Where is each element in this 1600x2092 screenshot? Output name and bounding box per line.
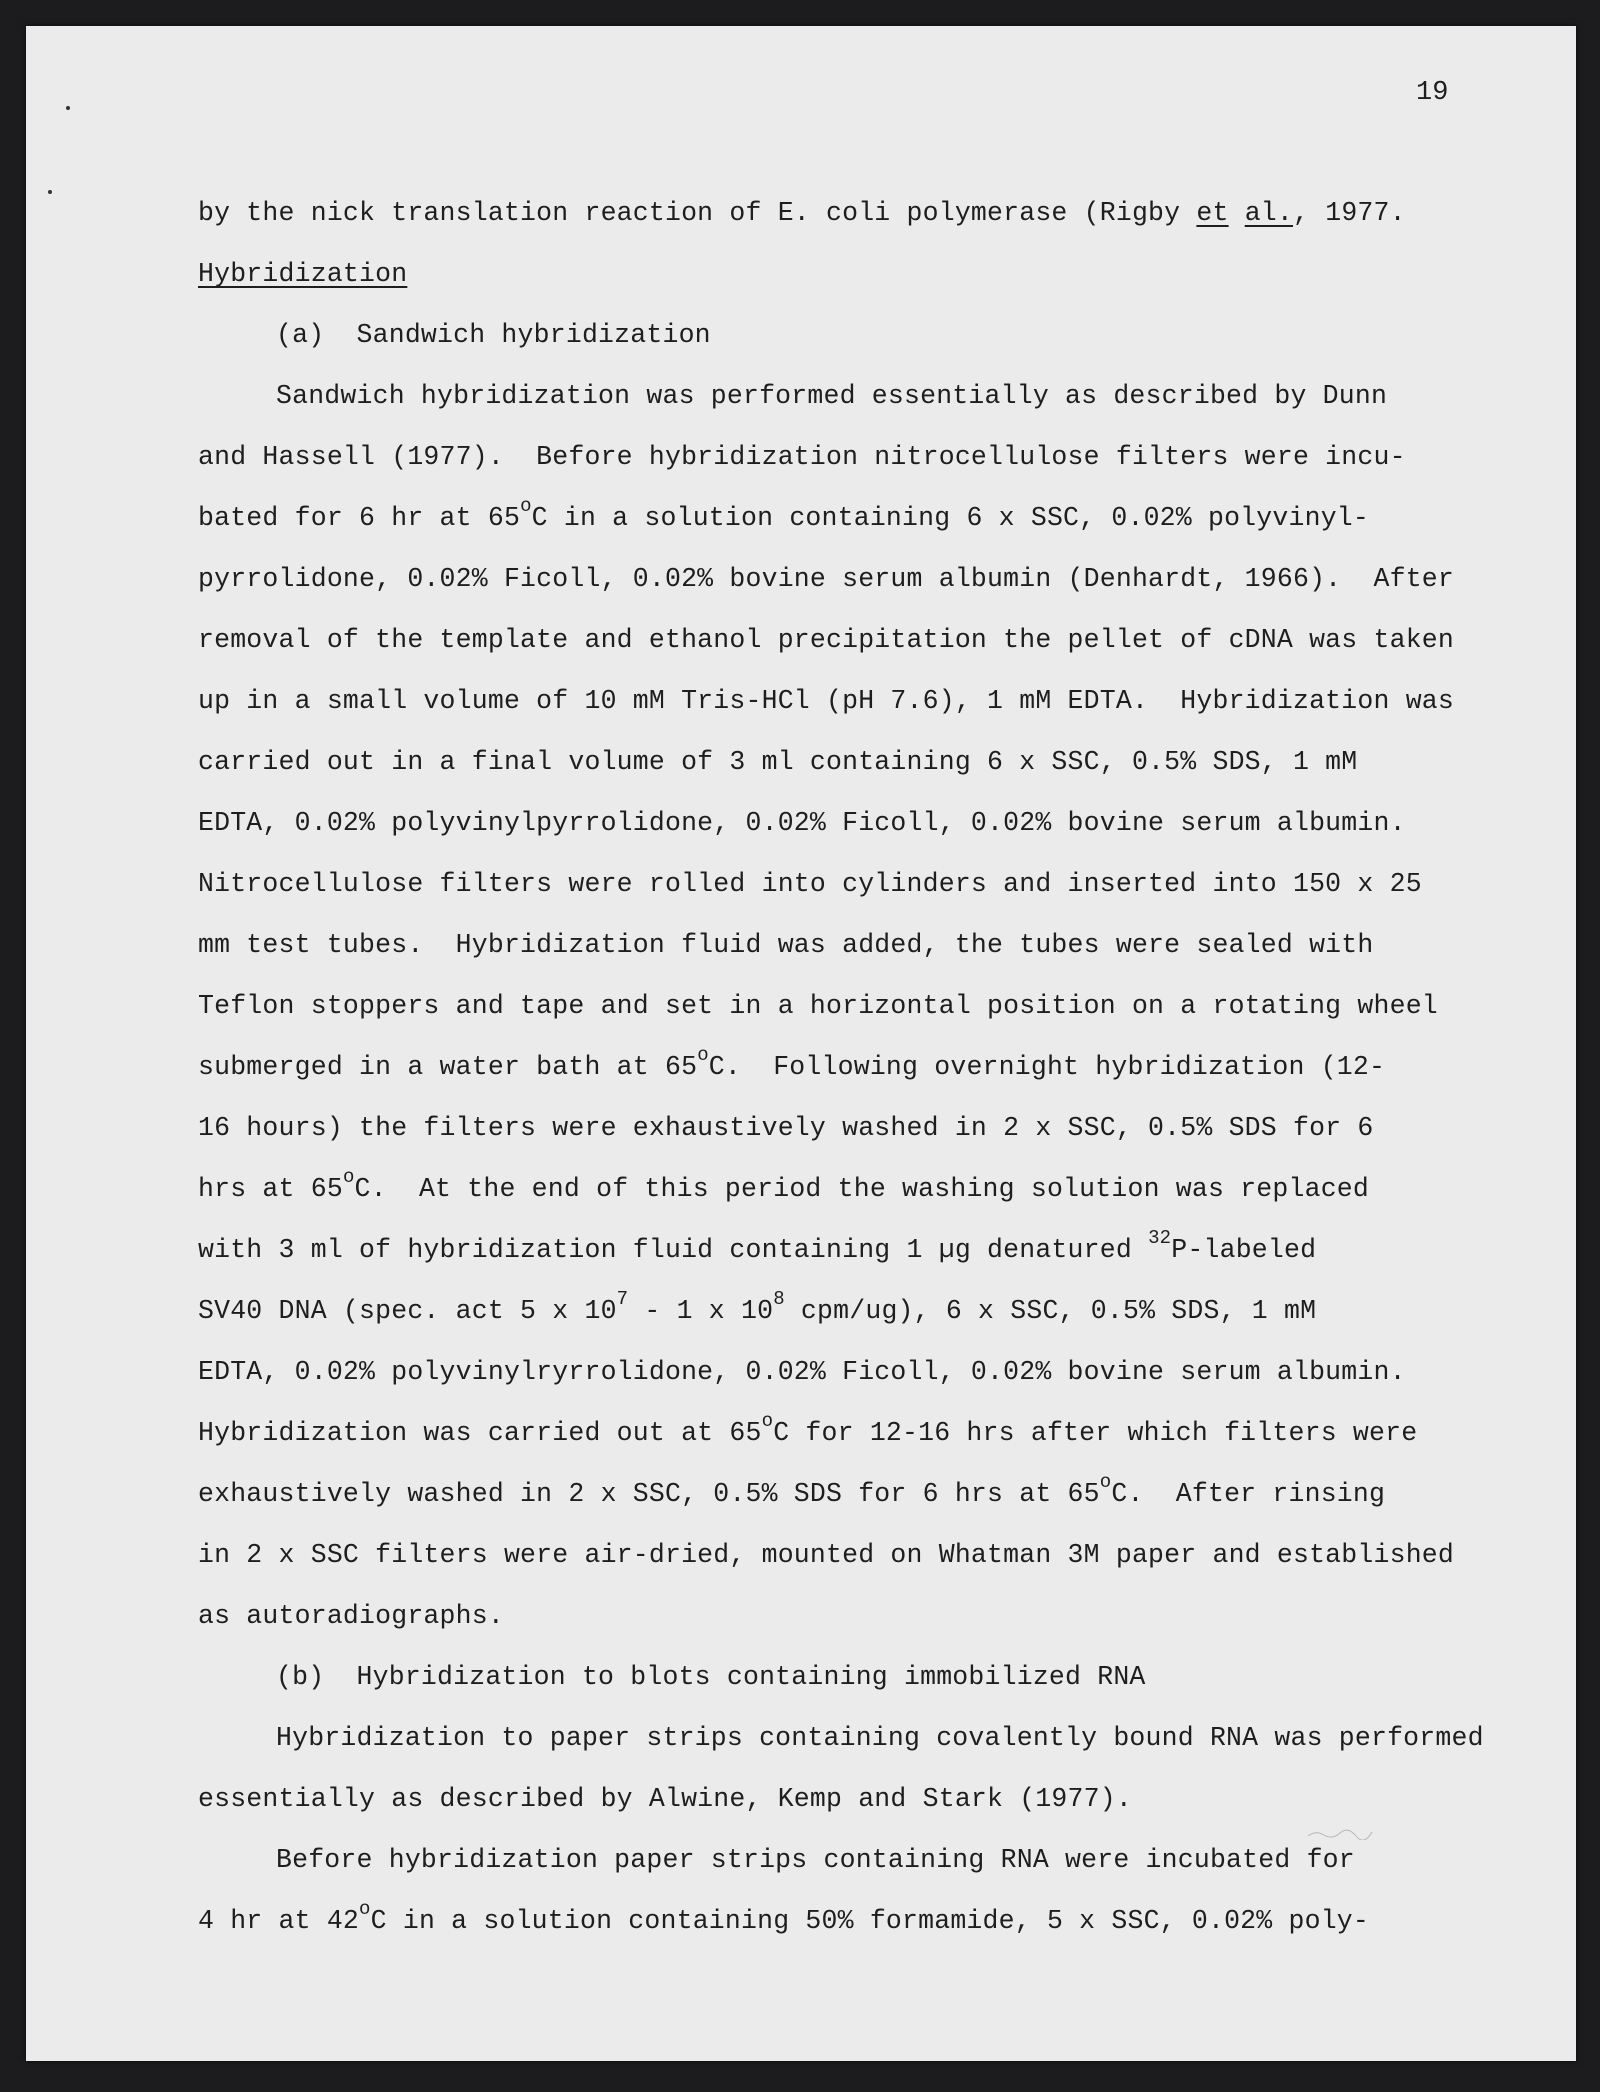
paragraph-line: EDTA, 0.02% polyvinylryrrolidone, 0.02% Ficoll, 0.02% bovine serum albumin. <box>198 1357 1406 1387</box>
subsection-heading-a: (a) Sandwich hybridization <box>276 320 711 350</box>
paragraph-line: removal of the template and ethanol precipitation the pellet of cDNA was taken <box>198 625 1455 655</box>
paragraph-line: EDTA, 0.02% polyvinylpyrrolidone, 0.02% Ficoll, 0.02% bovine serum albumin. <box>198 808 1406 838</box>
paragraph-line: up in a small volume of 10 mM Tris-HCl (pH 7.6), 1 mM EDTA. Hybridization was <box>198 686 1455 716</box>
paragraph-line: Before hybridization paper strips containing RNA were incubated for <box>276 1845 1355 1875</box>
paragraph-line: bated for 6 hr at 65$^o$C in a solution containing 6 x SSC, 0.02% polyvinyl- <box>198 495 1370 533</box>
paragraph-line: 4 hr at 42$^o$C in a solution containing 50% formamide, 5 x SSC, 0.02% poly- <box>198 1898 1370 1936</box>
paragraph-line: exhaustively washed in 2 x SSC, 0.5% SDS for 6 hrs at 65$^o$C. After rinsing <box>198 1471 1386 1509</box>
paragraph-line: Sandwich hybridization was performed essentially as described by Dunn <box>276 381 1388 411</box>
paragraph-line: pyrrolidone, 0.02% Ficoll, 0.02% bovine serum albumin (Denhardt, 1966). After <box>198 564 1455 594</box>
paragraph-line: Hybridization was carried out at 65$^o$C for 12-16 hrs after which filters were <box>198 1410 1418 1448</box>
paragraph-line: as autoradiographs. <box>198 1601 504 1631</box>
paragraph-line: in 2 x SSC filters were air-dried, mounted on Whatman 3M paper and established <box>198 1540 1455 1570</box>
paragraph-line: 16 hours) the filters were exhaustively washed in 2 x SSC, 0.5% SDS for 6 <box>198 1113 1374 1143</box>
text-line: by the nick translation reaction of E. coli polymerase (Rigby et al., 1977. <box>198 198 1406 228</box>
page-speck <box>48 190 52 194</box>
paragraph-line: Teflon stoppers and tape and set in a horizontal position on a rotating wheel <box>198 991 1438 1021</box>
paragraph-line: carried out in a final volume of 3 ml containing 6 x SSC, 0.5% SDS, 1 mM <box>198 747 1358 777</box>
paragraph-line: with 3 ml of hybridization fluid containing 1 µg denatured $^{32}$P-labeled <box>198 1227 1317 1265</box>
page-number: 19 <box>1416 78 1449 108</box>
paragraph-line: submerged in a water bath at 65$^o$C. Following overnight hybridization (12- <box>198 1044 1386 1082</box>
paragraph-line: SV40 DNA (spec. act 5 x $10^7 - 1$ x $10^8$ cpm/ug), 6 x SSC, 0.5% SDS, 1 mM <box>198 1288 1317 1326</box>
subsection-heading-b: (b) Hybridization to blots containing immobilized RNA <box>276 1662 1146 1692</box>
page-speck <box>66 106 70 110</box>
document-page <box>26 26 1576 2061</box>
section-heading: Hybridization <box>198 259 408 289</box>
paragraph-line: and Hassell (1977). Before hybridization nitrocellulose filters were incu- <box>198 442 1406 472</box>
ink-smudge <box>1306 1826 1376 1840</box>
paragraph-line: Hybridization to paper strips containing covalently bound RNA was performed <box>276 1723 1484 1753</box>
paragraph-line: mm test tubes. Hybridization fluid was added, the tubes were sealed with <box>198 930 1374 960</box>
paragraph-line: essentially as described by Alwine, Kemp and Stark (1977). <box>198 1784 1132 1814</box>
paragraph-line: hrs at 65$^o$C. At the end of this period the washing solution was replaced <box>198 1166 1370 1204</box>
paragraph-line: Nitrocellulose filters were rolled into cylinders and inserted into 150 x 25 <box>198 869 1422 899</box>
